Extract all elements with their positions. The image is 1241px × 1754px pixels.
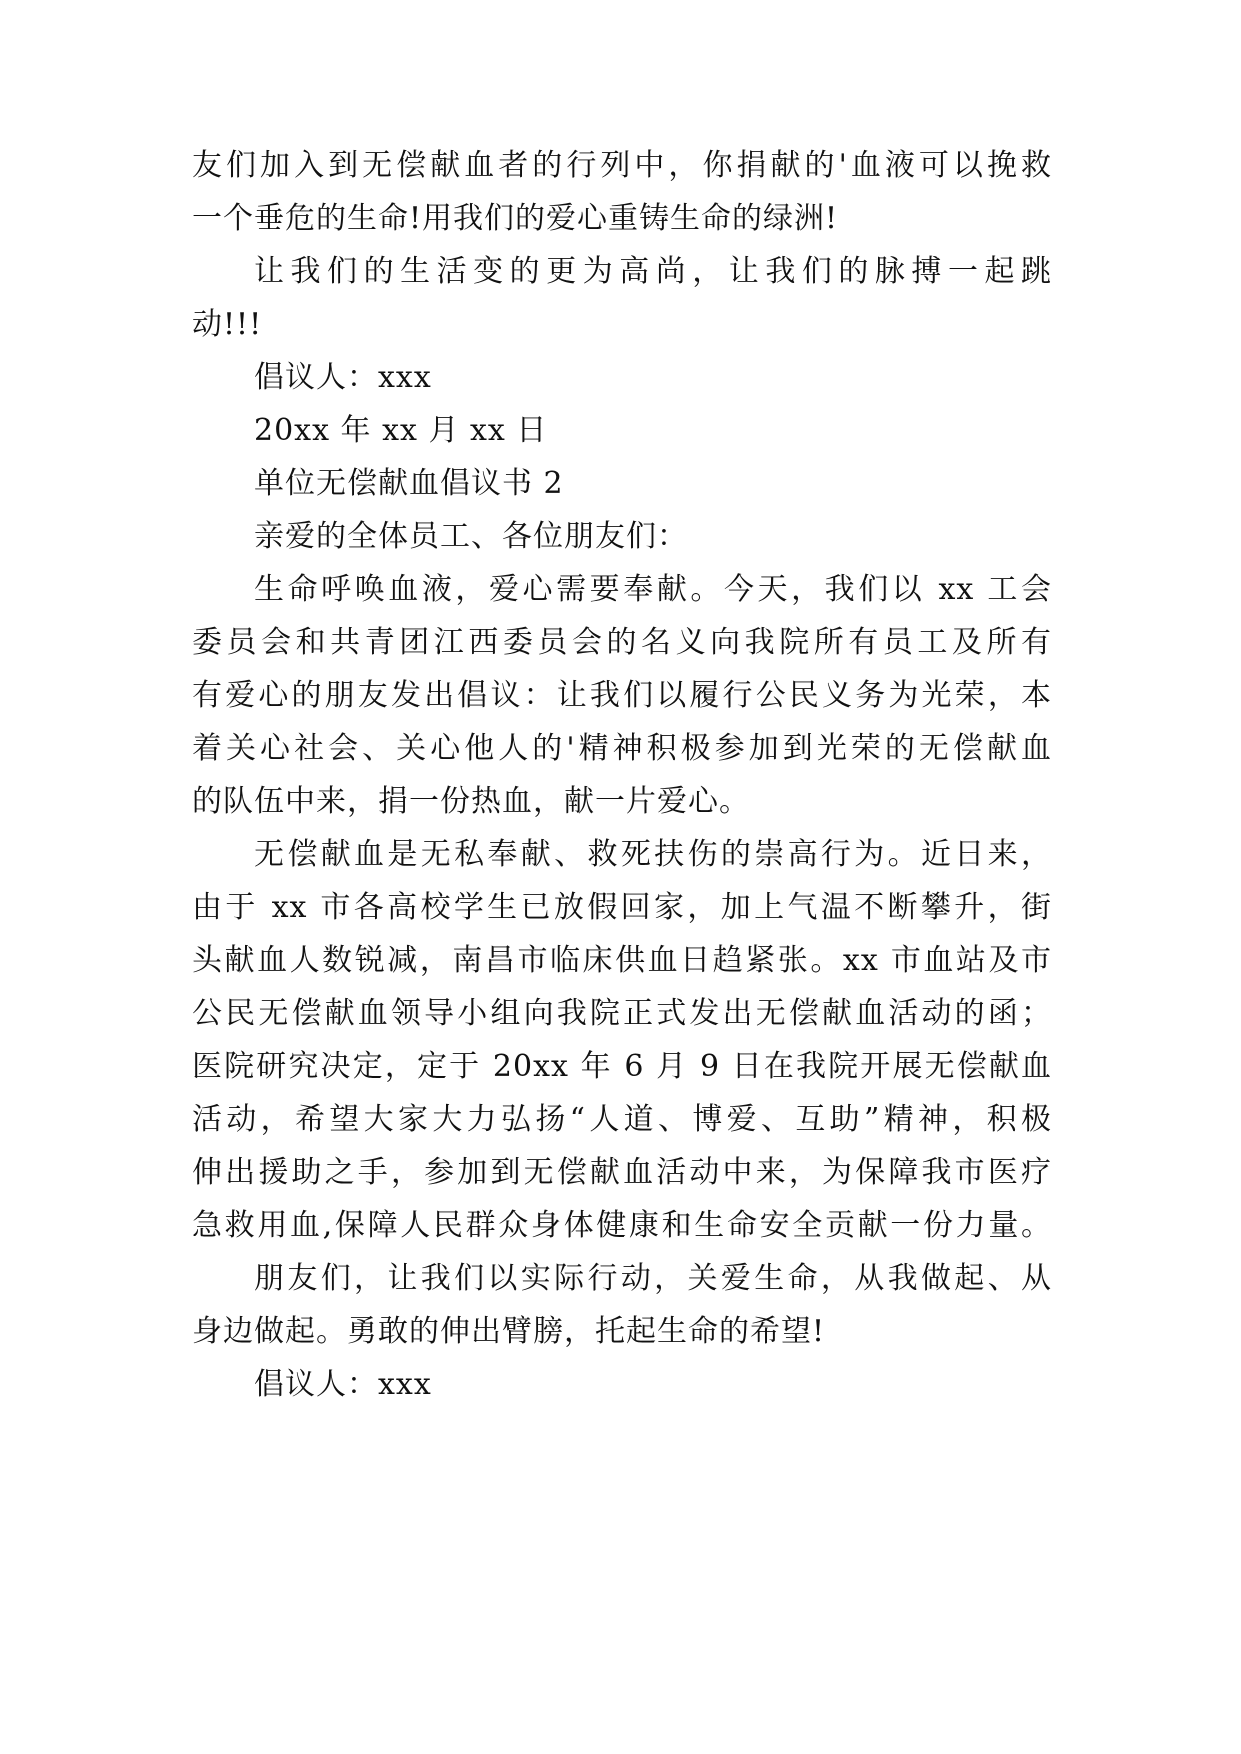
text-line-22: 朋友们，让我们以实际行动，关爱生命，从我做起、从 — [254, 1261, 1052, 1296]
signatory-line-1: 倡议人：xxx — [254, 360, 432, 395]
salutation: 亲爱的全体员工、各位朋友们： — [254, 519, 688, 554]
text-line-17: 公民无偿献血领导小组向我院正式发出无偿献血活动的函； — [192, 996, 1052, 1031]
text-line-21: 急救用血,保障人民群众身体健康和生命安全贡献一份力量。 — [192, 1208, 1052, 1243]
text-line-2: 一个垂危的生命!用我们的爱心重铸生命的绿洲! — [192, 201, 839, 236]
text-line-19: 活动，希望大家大力弘扬“人道、博爱、互助”精神，积极 — [192, 1102, 1052, 1137]
text-line-9: 生命呼唤血液，爱心需要奉献。今天，我们以 xx 工会 — [254, 572, 1052, 607]
signatory-line-2: 倡议人：xxx — [254, 1367, 432, 1402]
text-line-23: 身边做起。勇敢的伸出臂膀，托起生命的希望! — [192, 1314, 826, 1349]
text-line-15: 由于 xx 市各高校学生已放假回家，加上气温不断攀升，街 — [192, 890, 1052, 925]
date-line: 20xx 年 xx 月 xx 日 — [254, 413, 548, 448]
text-line-13: 的队伍中来，捐一份热血，献一片爱心。 — [192, 784, 750, 819]
text-line-4: 动!!! — [192, 307, 263, 342]
section-title: 单位无偿献血倡议书 2 — [254, 466, 564, 501]
text-line-12: 着关心社会、关心他人的'精神积极参加到光荣的无偿献血 — [192, 731, 1052, 766]
text-line-20: 伸出援助之手，参加到无偿献血活动中来，为保障我市医疗 — [192, 1155, 1052, 1190]
text-line-11: 有爱心的朋友发出倡议：让我们以履行公民义务为光荣，本 — [192, 678, 1052, 713]
text-line-10: 委员会和共青团江西委员会的名义向我院所有员工及所有 — [192, 625, 1052, 660]
text-line-18: 医院研究决定，定于 20xx 年 6 月 9 日在我院开展无偿献血 — [192, 1049, 1052, 1084]
text-line-1: 友们加入到无偿献血者的行列中，你捐献的'血液可以挽救 — [192, 148, 1052, 183]
text-line-3: 让我们的生活变的更为高尚，让我们的脉搏一起跳 — [254, 254, 1052, 289]
text-line-14: 无偿献血是无私奉献、救死扶伤的崇高行为。近日来， — [254, 837, 1052, 872]
text-line-16: 头献血人数锐减，南昌市临床供血日趋紧张。xx 市血站及市 — [192, 943, 1052, 978]
